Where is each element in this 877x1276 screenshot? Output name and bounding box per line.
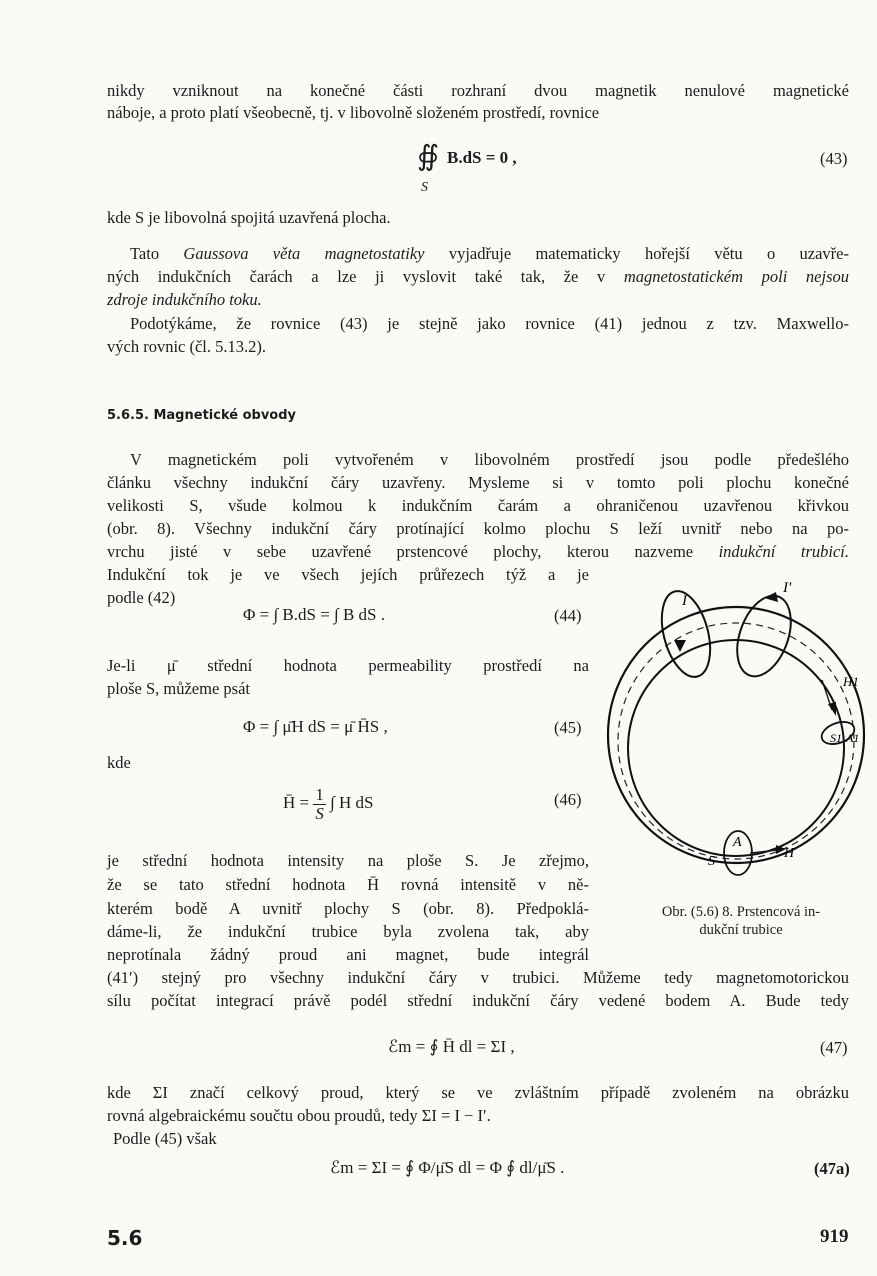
text-line: podle (42) — [107, 588, 176, 607]
text-line — [107, 266, 849, 288]
text-line: dáme-li, že indukční trubice byla zvolena tak, aby — [107, 922, 589, 941]
italic-term: indukční trubicí. — [718, 542, 849, 561]
arrow-icon — [828, 702, 836, 716]
figure-caption — [616, 903, 866, 939]
label-S1: S1 — [830, 731, 842, 745]
equation-47: ℰm = ∮ H̄ dl = ΣI , — [388, 1037, 515, 1056]
text-line: kde ΣI značí celkový proud, který se ve zvláštním případě zvoleném na obrázku — [107, 1083, 849, 1102]
torus-outer-edge — [608, 607, 864, 863]
italic-term: magnetostatickém poli nejsou — [623, 267, 849, 286]
equation-45: Φ = ∫ μ̄H dS = μ̄ H̄S , — [243, 717, 388, 736]
equation-46-rhs: ∫ H dS — [330, 793, 374, 812]
section-heading: 5.6.5. Magnetické obvody — [107, 408, 297, 423]
text-line — [107, 541, 849, 563]
text-line: ploše S, můžeme psát — [107, 679, 250, 698]
text-line: Podle (45) však — [113, 1129, 217, 1148]
equation-number: (43) — [820, 149, 848, 168]
label-H1: H1 — [843, 674, 859, 689]
text-line: vých rovnic (čl. 5.13.2). — [107, 337, 266, 356]
text-line: Podotýkáme, že rovnice (43) je stejně jako rovnice (41) jednou z tzv. Maxwello- — [130, 314, 849, 333]
label-A1: A1 — [846, 731, 860, 745]
equation-44: Φ = ∫ B.dS = ∫ B dS . — [243, 605, 386, 624]
caption-line: Obr. (5.6) 8. Prstencová in- — [661, 904, 821, 920]
text-line: V magnetickém poli vytvořeném v libovolném prostředí jsou podle předešlého — [130, 450, 849, 469]
induction-tube-figure — [600, 570, 877, 910]
text-line: Je-li μ̄ střední hodnota permeability prostředí na — [107, 656, 589, 675]
text-line — [130, 243, 849, 265]
label-I: I — [682, 593, 687, 609]
text-span: vrchu jisté v sebe uzavřené prstencové plochy, kterou nazveme — [107, 542, 719, 561]
fraction-denominator: S — [315, 803, 324, 823]
label-S: S — [708, 854, 715, 869]
text-line: kterém bodě A uvnitř plochy S (obr. 8). Předpoklá- — [107, 899, 589, 918]
equation-number: (44) — [554, 606, 582, 625]
arrow-icon — [674, 640, 686, 652]
label-A: A — [733, 835, 742, 850]
text-line: náboje, a proto platí všeobecně, tj. v libovolně složeném prostředí, rovnice — [107, 103, 600, 122]
fraction-numerator: 1 — [315, 784, 324, 804]
text-line: neprotínala žádný proud ani magnet, bude integrál — [107, 945, 589, 964]
label-H: H — [784, 846, 795, 861]
surface-integral-symbol: ∯ — [417, 141, 440, 172]
text-span: Tato — [130, 244, 184, 263]
equation-43: B.dS = 0 , — [447, 148, 517, 167]
text-line: zdroje indukčního toku. — [107, 290, 262, 309]
text-line: nikdy vzniknout na konečné části rozhraní dvou magnetik nenulové magnetické — [107, 81, 849, 100]
text-line: Indukční tok je ve všech jejích průřezech týž a je — [107, 565, 589, 584]
footer-section-number: 5.6 — [107, 1226, 143, 1250]
fraction — [313, 786, 326, 823]
text-line: sílu počítat integrací právě podél střední indukční čáry vedené bodem A. Bude tedy — [107, 991, 849, 1010]
text-span: ných indukčních čarách a lze ji vyslovit také tak, že v — [107, 267, 624, 286]
equation-number: (47a) — [814, 1159, 850, 1178]
equation-46 — [283, 783, 374, 823]
equation-46-lhs: H̄ = — [283, 793, 310, 812]
text-line: rovná algebraickému součtu obou proudů, tedy ΣI = I − I′. — [107, 1106, 491, 1125]
equation-47a: ℰm = ΣI = ∮ Φ/μ̄S dl = Φ ∮ dl/μ̄S . — [330, 1158, 565, 1177]
label-I-prime: I′ — [783, 580, 792, 596]
text-line: článku všechny indukční čáry uzavřeny. Mysleme si v tomto poli plochu konečné — [107, 473, 849, 492]
caption-line: dukční trubice — [699, 922, 783, 938]
text-line: kde S je libovolná spojitá uzavřená plocha. — [107, 208, 391, 227]
text-line: velikosti S, všude kolmou k indukčním čarám a ohraničenou uzavřenou křivkou — [107, 496, 849, 515]
current-loop-I-prime — [727, 588, 801, 683]
mean-induction-line — [618, 623, 854, 859]
text-span: vyjadřuje matematicky hořejší větu o uzavře- — [424, 244, 849, 263]
equation-number: (47) — [820, 1038, 848, 1057]
text-line: (obr. 8). Všechny indukční čáry protínající kolmo plochu S leží uvnitř nebo na po- — [107, 519, 849, 538]
equation-number: (45) — [554, 718, 582, 737]
equation-43-subscript: S — [421, 180, 428, 195]
page-number: 919 — [820, 1226, 849, 1247]
text-line: kde — [107, 753, 131, 772]
equation-number: (46) — [554, 790, 582, 809]
arrow-icon — [764, 592, 778, 602]
text-line: je střední hodnota intensity na ploše S. Je zřejmo, — [107, 851, 589, 870]
text-line: že se tato střední hodnota H̄ rovná intensitě v ně- — [107, 875, 589, 894]
torus-inner-edge — [628, 640, 844, 856]
italic-term: Gaussova věta magnetostatiky — [183, 244, 425, 263]
text-line: (41′) stejný pro všechny indukční čáry v trubici. Můžeme tedy magnetomotorickou — [107, 968, 849, 987]
